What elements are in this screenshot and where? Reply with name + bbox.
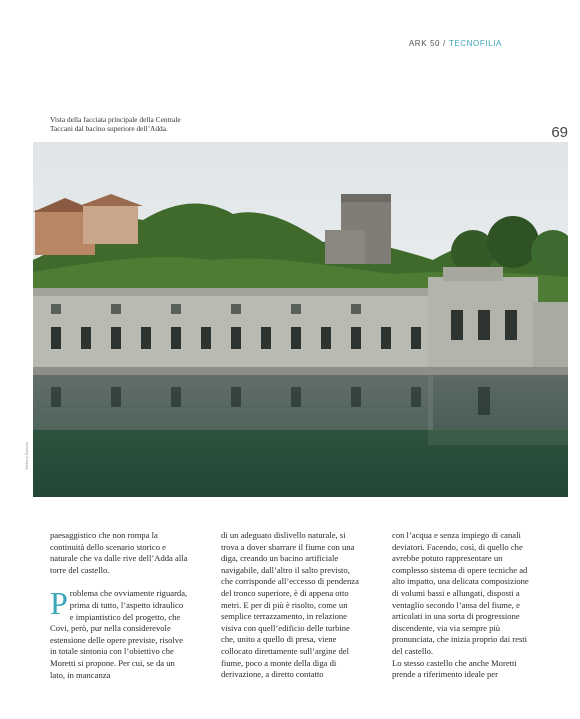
paragraph: Lo stesso castello che anche Moretti prende a riferimento ideale per: [392, 657, 517, 680]
paragraph: paesaggistico che non rompa la continuità dello scenario storico e naturale che va dalle rive dell’Adda alla torre del castello.: [50, 530, 188, 575]
drop-cap: P: [50, 585, 68, 622]
paragraph: di un adeguato dislivello naturale, si trova a dover sbarrare il fiume con una diga, creando un bacino artificiale navigabile, dall’altro il salto previsto, che corrisponde all’eccesso di pendenza del tronco superiore, è di appena otto metri. E per di più è risolto, come un semplice terrazzamento, in relazione visiva con quell’edificio delle turbine che, unito a quello di presa, viene collocato direttamente sull’argine del fiume, poco a monte della diga di derivazione, a diretto contatto: [221, 530, 359, 680]
paragraph-with-dropcap: [50, 585, 188, 681]
text-column-1: [50, 530, 188, 681]
page-header: [409, 39, 502, 48]
section-title: TECNOFILIA: [448, 39, 502, 48]
paragraph: con l’acqua e senza impiego di canali deviatori. Facendo, così, di quello che avrebbe potuto rappresentare un complesso sistema di opere tecniche ad alto impatto, una delicata composizione di volumi bassi e allungati, disposti a ventaglio secondo l’ansa del fiume, e articolati in una sorta di progressione discendente, via via sempre più pronunciata, che inizia proprio dai resti del castello.: [392, 530, 529, 656]
header-separator: /: [443, 39, 446, 48]
photo-credit: Stefano Bianchi: [24, 441, 29, 470]
photo-illustration: [33, 142, 568, 497]
magazine-issue: ARK 50: [408, 39, 441, 48]
page-number: 69: [551, 124, 568, 141]
paragraph-text: roblema che ovviamente riguarda, prima di tutto, l’aspetto idraulico e impiantistico del progetto, che Covi, però, pur nella considerevole estensione delle opere previste, risolve in totale sintonia con l’obiettivo che Moretti si propone. Per cui, se da un lato, in mancanza: [50, 588, 188, 680]
hydroelectric-plant-photo: [33, 142, 568, 497]
text-column-2: [221, 530, 359, 681]
text-column-3: [392, 530, 530, 681]
photo-caption: Vista della facciata principale della Centrale Taccani dal bacino superiore dell’Adda.: [50, 115, 181, 133]
